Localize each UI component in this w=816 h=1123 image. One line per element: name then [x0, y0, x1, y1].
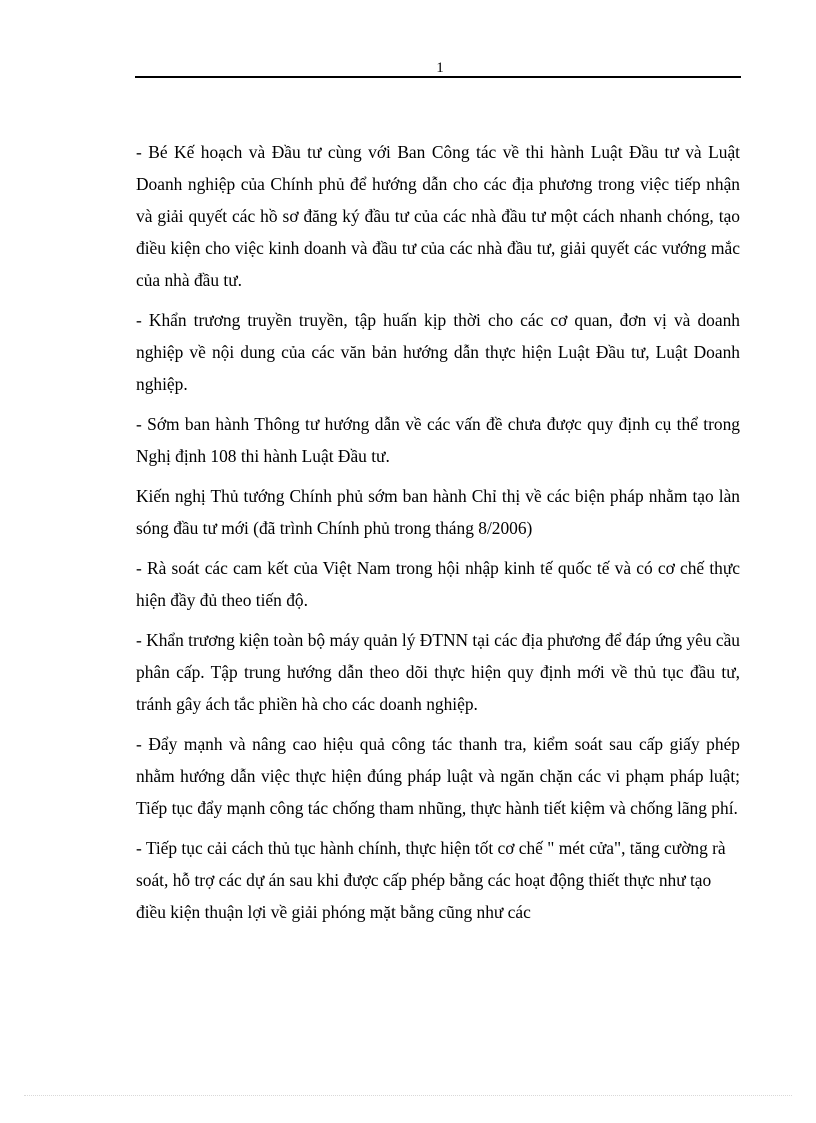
page-number: 1 [436, 60, 444, 76]
paragraph-management-apparatus: - Khẩn trương kiện toàn bộ máy quản lý ĐTNN tại các địa phương để đáp ứng yêu cầu phân cấp. Tập trung hướng dẫn theo dõi thực hiện quy định mới về thủ tục đầu tư, tránh gây ách tắc phiền hà cho các doanh nghiệp. [136, 630, 740, 714]
paragraph-recommendation: Kiến nghị Thủ tướng Chính phủ sớm ban hành Chỉ thị về các biện pháp nhằm tạo làn sóng đầu tư mới (đã trình Chính phủ trong tháng 8/2006) [136, 486, 740, 538]
paragraph-inspection: - Đẩy mạnh và nâng cao hiệu quả công tác thanh tra, kiểm soát sau cấp giấy phép nhằm hướng dẫn việc thực hiện đúng pháp luật và ngăn chặn các vi phạm pháp luật; Tiếp tục đẩy mạnh công tác chống tham nhũng, thực hành tiết kiệm và chống lãng phí. [136, 734, 740, 818]
header-rule [135, 76, 741, 78]
paragraph-guidance-ministry: - Bé Kế hoạch và Đầu tư cùng với Ban Công tác về thi hành Luật Đầu tư và Luật Doanh nghiệp của Chính phủ để hướng dẫn cho các địa phương trong việc tiếp nhận và giải quyết các hồ sơ đăng ký đầu tư của các nhà đầu tư một cách nhanh chóng, tạo điều kiện cho việc kinh doanh và đầu tư của các nhà đầu tư, giải quyết các vướng mắc của nhà đầu tư. [136, 142, 740, 290]
page-bottom-dotted-border [24, 1095, 792, 1096]
paragraph-review-commitments: - Rà soát các cam kết của Việt Nam trong hội nhập kinh tế quốc tế và có cơ chế thực hiện đầy đủ theo tiến độ. [136, 558, 740, 610]
paragraph-training: - Khẩn trương truyền truyền, tập huấn kịp thời cho các cơ quan, đơn vị và doanh nghiệp về nội dung của các văn bản hướng dẫn thực hiện Luật Đầu tư, Luật Doanh nghiệp. [136, 310, 740, 394]
paragraph-administrative-reform: - Tiếp tục cải cách thủ tục hành chính, thực hiện tốt cơ chế " mét cửa", tăng cường rà soát, hỗ trợ các dự án sau khi được cấp phép bằng các hoạt động thiết thực như tạo điều kiện thuận lợi về giải phóng mặt bằng cũng như các [136, 838, 726, 922]
document-body [136, 136, 740, 936]
paragraph-circular: - Sớm ban hành Thông tư hướng dẫn về các vấn đề chưa được quy định cụ thể trong Nghị định 108 thi hành Luật Đầu tư. [136, 414, 740, 466]
